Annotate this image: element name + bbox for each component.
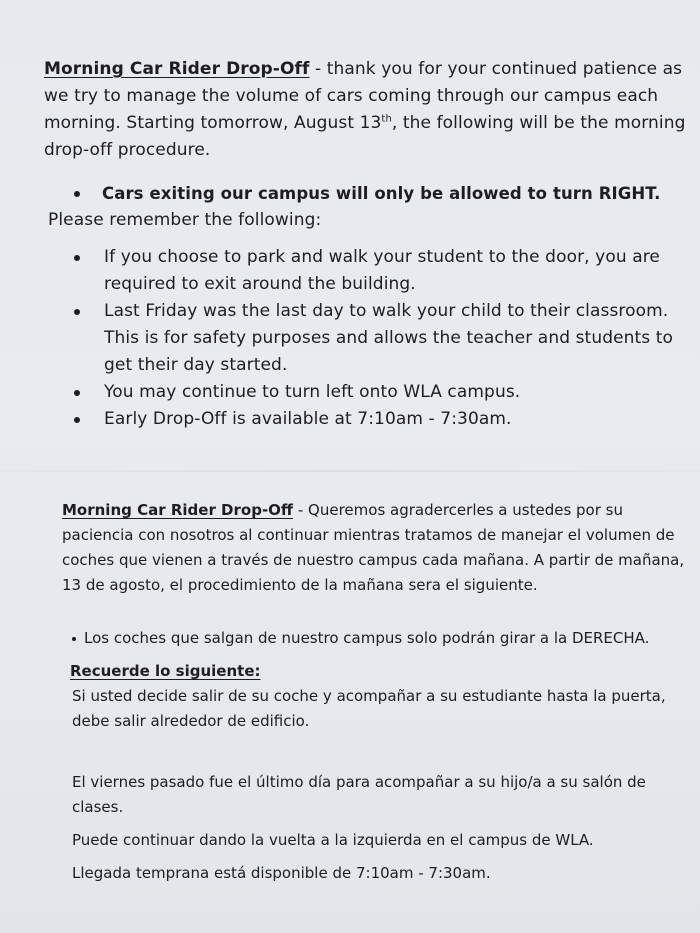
spanish-intro xyxy=(62,498,687,598)
english-reminder-item: You may continue to turn left onto WLA campus. xyxy=(44,379,694,406)
english-intro-superscript: th xyxy=(381,113,392,125)
english-title: Morning Car Rider Drop-Off xyxy=(44,59,310,79)
english-intro-text-2: , the following will be the morning drop-off procedure. xyxy=(44,113,686,160)
spanish-remember-heading: Recuerde lo siguiente: xyxy=(70,662,261,680)
paper-fold xyxy=(0,470,700,472)
english-intro xyxy=(44,56,694,164)
english-rule-list xyxy=(44,180,694,207)
english-reminder-item: Last Friday was the last day to walk your child to their classroom. This is for safety purposes and allows the teacher and students to get their day started. xyxy=(44,298,694,379)
english-rule: Cars exiting our campus will only be allowed to turn RIGHT. xyxy=(44,180,694,207)
english-reminder-item: If you choose to park and walk your student to the door, you are required to exit around the building. xyxy=(44,244,694,298)
english-remember-heading: Please remember the following: xyxy=(48,210,322,230)
spanish-rule: Los coches que salgan de nuestro campus solo podrán girar a la DERECHA. xyxy=(62,626,687,651)
spanish-intro-text: - Queremos agradercerles a ustedes por su paciencia con nosotros al continuar mientras tratamos de manejar el volumen de coches que vienen a través de nuestro campus cada mañana. A partir de mañana, 13 de agosto, el procedimiento de la mañana sera el siguiente. xyxy=(62,501,685,594)
english-reminder-item: Early Drop-Off is available at 7:10am - 7:30am. xyxy=(44,406,694,433)
spanish-reminder-item: Llegada temprana está disponible de 7:10am - 7:30am. xyxy=(72,864,491,882)
english-intro-text-1: - thank you for your continued patience as we try to manage the volume of cars coming through our campus each morning. Starting tomorrow, August 13 xyxy=(44,59,683,133)
english-reminder-list xyxy=(44,244,694,433)
spanish-section xyxy=(62,498,687,886)
spanish-reminder-item: Si usted decide salir de su coche y acompañar a su estudiante hasta la puerta, debe salir alrededor de edificio. xyxy=(72,687,666,730)
spanish-title: Morning Car Rider Drop-Off xyxy=(62,501,294,519)
spanish-reminder-item: El viernes pasado fue el último día para acompañar a su hijo/a a su salón de clases. xyxy=(72,773,646,816)
english-section xyxy=(44,56,694,433)
spanish-reminder-item: Puede continuar dando la vuelta a la izquierda en el campus de WLA. xyxy=(72,831,594,849)
